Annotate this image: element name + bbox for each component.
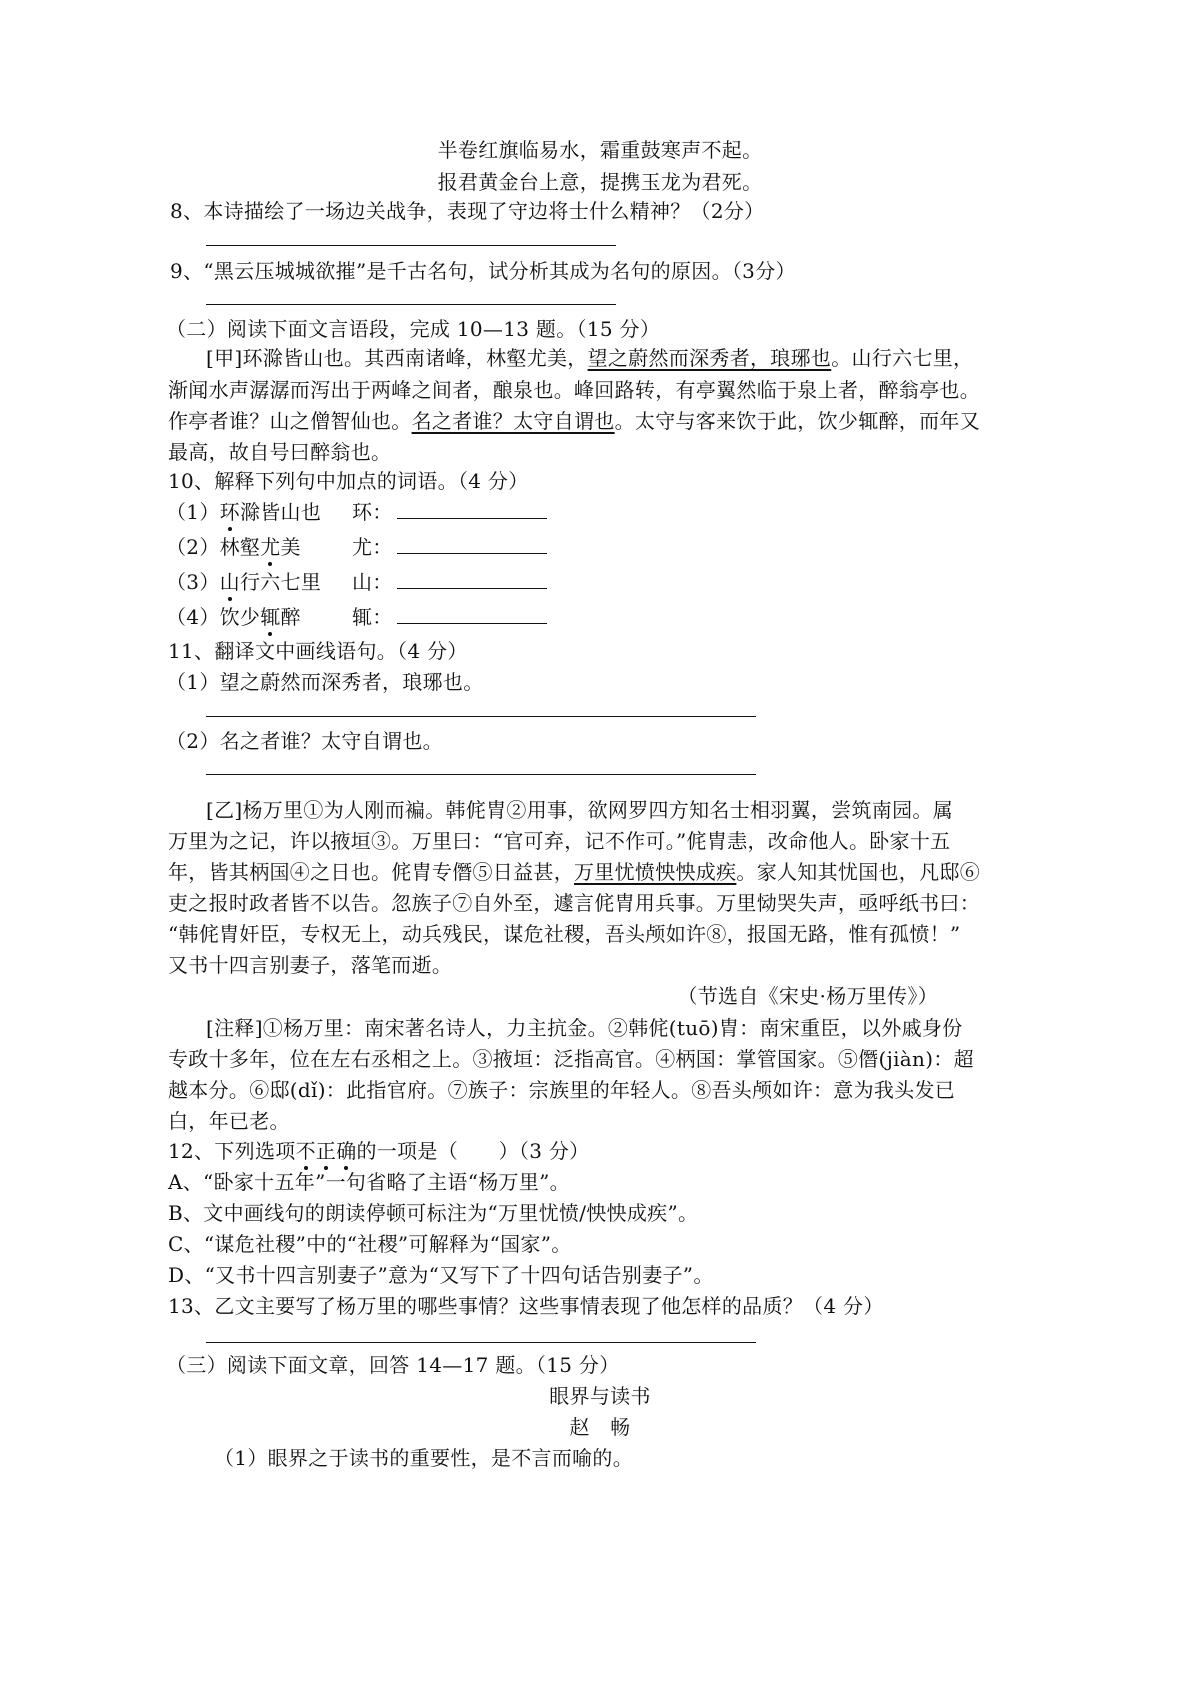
passage-yi-line-2: 万里为之记，许以掖垣③。万里曰：“官可弃，记不作可。”侂胄恚，改命他人。卧家十五: [168, 829, 951, 853]
q10-answer-blank-3[interactable]: [397, 570, 547, 589]
answer-line-q11-2[interactable]: [206, 774, 756, 775]
jia-text: 作亭者谁？山之僧智仙也。: [168, 409, 412, 433]
q10-item-3: [166, 568, 547, 596]
answer-line-q8[interactable]: [206, 245, 616, 246]
dotted-word: 确: [336, 1139, 357, 1163]
passage-yi-source: （节选自《宋史·杨万里传》）: [677, 984, 938, 1008]
question-9: 9、“黑云压城城欲摧”是千古名句，试分析其成为名句的原因。（3分）: [170, 259, 796, 283]
q10-answer-blank-1[interactable]: [397, 500, 547, 519]
q10-item-4: [166, 603, 547, 631]
jia-text: 。太守与客来饮于此，饮少辄醉，而年又: [614, 409, 981, 433]
dotted-word: 正: [315, 1139, 337, 1163]
article-author: 赵 畅: [569, 1415, 631, 1439]
answer-line-q13[interactable]: [206, 1342, 756, 1343]
passage-jia-line-2: 渐闻水声潺潺而泻出于两峰之间者，酿泉也。峰回路转，有亭翼然临于泉上者，醉翁亭也。: [168, 378, 980, 402]
jia-underlined-sentence-1: 望之蔚然而深秀者，琅琊也: [587, 346, 832, 370]
q10-item-sentence: （2）林壑尤美: [166, 535, 301, 559]
q10-item-word: 辄：: [352, 605, 393, 629]
q10-item-word: 尤：: [352, 535, 393, 559]
poem-line-2: 报君黄金台上意，提携玉龙为君死。: [437, 170, 763, 194]
poem-line-1: 半卷红旗临易水，霜重鼓寒声不起。: [437, 138, 763, 162]
q10-item-word: 山：: [352, 570, 393, 594]
yi-text: 。家人知其忧国也，凡邸⑥: [736, 860, 981, 884]
section-3-heading: （三）阅读下面文章，回答 14—17 题。（15 分）: [166, 1353, 620, 1377]
notes-line-3: 越本分。⑥邸(dǐ)：此指官府。⑦族子：宗族里的年轻人。⑧吾头颅如许：意为我头发已: [168, 1078, 956, 1102]
passage-yi-line-4: 吏之报时政者皆不以告。忽族子⑦自外至，遽言侂胄用兵事。万里恸哭失声，亟呼纸书曰：: [168, 891, 980, 915]
article-title: 眼界与读书: [549, 1384, 651, 1408]
passage-yi-line-1: [乙]杨万里①为人刚而褊。韩侂胄②用事，欲网罗四方知名士相羽翼，尝筑南园。属: [206, 798, 954, 822]
notes-line-1: [注释]①杨万里：南宋著名诗人，力主抗金。②韩侂(tuō)胄：南宋重臣，以外戚身份: [206, 1016, 963, 1040]
q10-item-sentence: （4）饮少辄醉: [166, 605, 301, 629]
passage-yi-line-3: [168, 858, 980, 886]
section-2-heading: （二）阅读下面文言语段，完成 10—13 题。（15 分）: [166, 317, 661, 341]
q10-item-1: [166, 498, 547, 526]
q11-sentence-1: （1）望之蔚然而深秀者，琅琊也。: [166, 670, 484, 694]
notes-line-2: 专政十多年，位在左右丞相之上。③掖垣：泛指高官。④柄国：掌管国家。⑤僭(jiàn)：超: [168, 1047, 974, 1071]
question-11: 11、翻译文中画线语句。（4 分）: [168, 639, 468, 663]
article-paragraph-1: （1）眼界之于读书的重要性，是不言而喻的。: [214, 1446, 634, 1470]
dotted-word: 山: [219, 570, 240, 594]
passage-jia-line-1: [206, 344, 973, 372]
q10-answer-blank-4[interactable]: [397, 605, 547, 624]
q11-sentence-2: （2）名之者谁？太守自谓也。: [166, 729, 443, 753]
q12-option-b[interactable]: B、文中画线句的朗读停顿可标注为“万里忧愤/怏怏成疾”。: [168, 1201, 699, 1225]
dotted-word: 辄: [260, 605, 281, 629]
q10-item-2: [166, 533, 547, 561]
passage-yi-line-5: “韩侂胄奸臣，专权无上，动兵残民，谋危社稷，吾头颅如许⑧，报国无路，惟有孤愤！”: [168, 922, 961, 946]
jia-text: 。山行六七里，: [831, 346, 974, 370]
jia-text: [甲]环滁皆山也。其西南诸峰，林壑尤美，: [206, 346, 588, 370]
yi-text: 年，皆其柄国④之日也。侂胄专僭⑤日益甚，: [168, 860, 574, 884]
question-13: 13、乙文主要写了杨万里的哪些事情？这些事情表现了他怎样的品质？（4 分）: [168, 1294, 884, 1318]
dotted-word: 不: [295, 1139, 316, 1163]
q12-option-a[interactable]: A、“卧家十五年”一句省略了主语“杨万里”。: [168, 1170, 570, 1194]
q10-item-sentence: （3）山行六七里: [166, 570, 322, 594]
passage-jia-line-3: [168, 407, 980, 435]
dotted-word: 环: [219, 500, 240, 524]
yi-underlined-sentence: 万里忧愤怏怏成疾: [574, 860, 737, 884]
q10-item-sentence: （1）环滁皆山也: [166, 500, 322, 524]
answer-line-q9[interactable]: [206, 304, 616, 305]
notes-line-4: 白，年已老。: [168, 1109, 290, 1133]
question-8: 8、本诗描绘了一场边关战争，表现了守边将士什么精神？（2分）: [170, 199, 765, 223]
q12-option-c[interactable]: C、“谋危社稷”中的“社稷”可解释为“国家”。: [168, 1232, 572, 1256]
q10-item-word: 环：: [352, 500, 393, 524]
q10-answer-blank-2[interactable]: [397, 535, 547, 554]
passage-yi-line-6: 又书十四言别妻子，落笔而逝。: [168, 953, 453, 977]
question-12: 12、下列选项不正确的一项是（ ）（3 分）: [168, 1139, 590, 1163]
jia-underlined-sentence-2: 名之者谁？太守自谓也: [411, 409, 615, 433]
passage-jia-line-4: 最高，故自号曰醉翁也。: [168, 440, 392, 464]
q12-option-d[interactable]: D、“又书十四言别妻子”意为“又写下了十四句话告别妻子”。: [168, 1263, 714, 1287]
answer-line-q11-1[interactable]: [206, 716, 756, 717]
dotted-word: 尤: [260, 535, 281, 559]
question-10: 10、解释下列句中加点的词语。（4 分）: [168, 469, 529, 493]
